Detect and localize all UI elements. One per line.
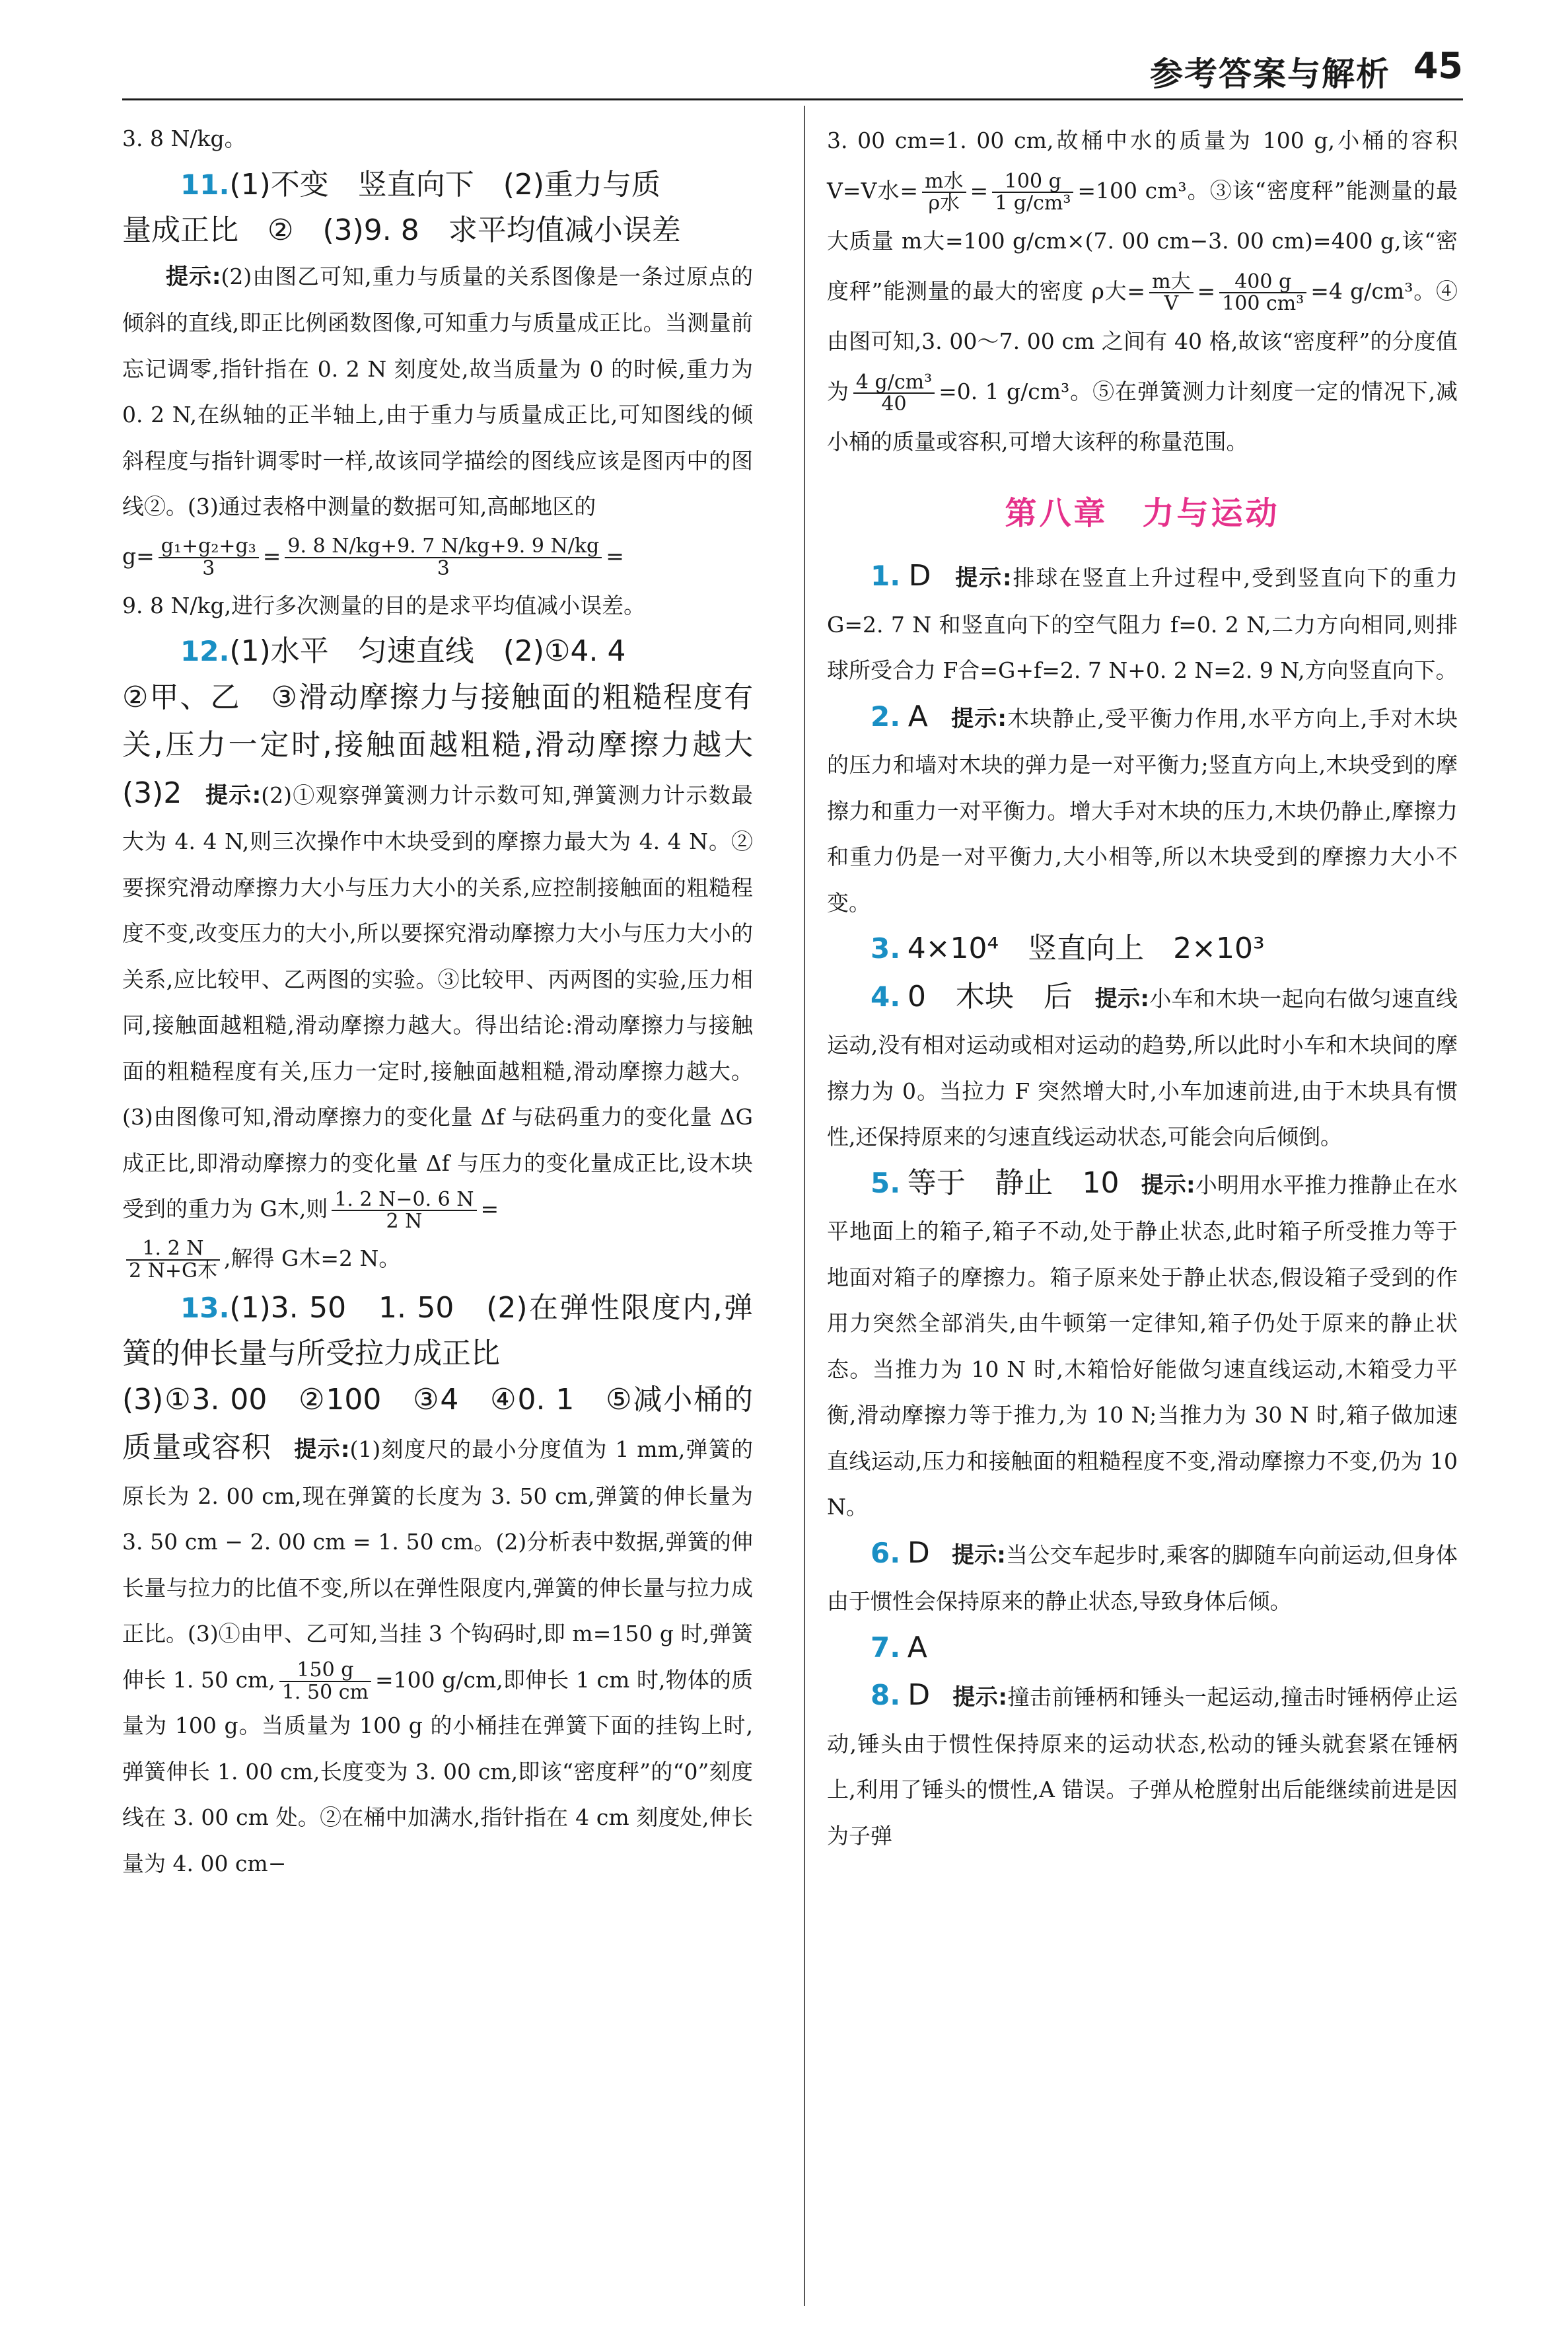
q1-hint: 排球在竖直上升过程中,受到竖直向下的重力 G=2. 7 N 和竖直向下的空气阻力 f=0. 2 N,二力方向相同,则排球所受合力 F合=G+f=2. 7 N+0. 2 N=2. 9 N,方向竖直向下。 [827, 565, 1458, 683]
question-3: 3. 4×10⁴ 竖直向上 2×10³ [871, 932, 1265, 965]
right-column [827, 116, 1458, 1859]
question-13 [122, 1285, 753, 1887]
fraction: m大 V [1149, 272, 1193, 314]
q6-answer: D [907, 1535, 930, 1570]
q12-equation: 1. 2 N 2 N+G木 ,解得 G木=2 N。 [122, 1232, 753, 1285]
q5-answer: 等于 静止 10 [907, 1165, 1120, 1200]
q12-answer-a: (1)水平 匀速直线 (2)①4. 4 [229, 634, 626, 668]
q11-answer-b: 量成正比 ② (3)9. 8 求平均值减小误差 [122, 213, 681, 247]
fraction: $\frac{100 g}{\text{1 g/cm³}}$ [992, 171, 1073, 214]
q5-hint: 小明用水平推力推静止在水平地面上的箱子,箱子不动,处于静止状态,此时箱子所受推力等于地面对箱子的摩擦力。箱子原来处于静止状态,假设箱子受到的作用力突然全部消失,由牛顿第一定律知,箱子仍处于原来的静止状态。当推力为 10 N 时,木箱恰好能做匀速直线运动,木箱受力平衡,滑动摩擦力等于推力,为 10 N;当推力为 30 N 时,箱子做加速直线运动,压力和接触面的粗糙程度不变,滑动摩擦力不变,仍为 10 N。 [827, 1171, 1458, 1520]
q6-hint: 当公交车起步时,乘客的脚随车向前运动,但身体由于惯性会保持原来的静止状态,导致身体后倾。 [827, 1541, 1458, 1614]
q12-number: 12. [180, 635, 230, 667]
q11-hint: (2)由图乙可知,重力与质量的关系图像是一条过原点的倾斜的直线,即正比例函数图像,可知重力与质量成正比。当测量前忘记调零,指针指在 0. 2 N 刻度处,故当质量为 0 的时候,重力为 0. 2 N,在纵轴的正半轴上,由于重力与质量成正比,可知图线的倾斜程度与指针调零时一样,故该同学描绘的图线应该是图丙中的图线②。(3)通过表格中测量的数据可知,高邮地区的 [122, 263, 753, 519]
fraction: m水 ρ水 [922, 171, 966, 214]
left-column [122, 116, 782, 1886]
q4-answer: 0 木块 后 [908, 979, 1073, 1014]
q2-hint: 木块静止,受平衡力作用,水平方向上,手对木块的压力和墙对木块的弹力是一对平衡力;竖直方向上,木块受到的摩擦力和重力一对平衡力。增大手对木块的压力,木块仍静止,摩擦力和重力仍是一对平衡力,大小相等,所以木块受到的摩擦力大小不变。 [827, 705, 1458, 916]
header-title: 参考答案与解析 [1150, 55, 1390, 93]
question-7: 7. A [871, 1630, 927, 1664]
question-2: 2. A 提示:木块静止,受平衡力作用,水平方向上,手对木块的压力和墙对木块的弹力是一对平衡力;竖直方向上,木块受到的摩擦力和重力一对平衡力。增大手对木块的压力,木块仍静止,摩擦力和重力仍是一对平衡力,大小相等,所以木块受到的摩擦力大小不变。 [827, 699, 1458, 916]
q8-hint: 撞击前锤柄和锤头一起运动,撞击时锤柄停止运动,锤头由于惯性保持原来的运动状态,松动的锤头就套紧在锤柄上,利用了锤头的惯性,A 错误。子弹从枪膛射出后能继续前进是因为子弹 [827, 1684, 1458, 1849]
page-number: 45 [1413, 45, 1463, 87]
fraction: $\frac{150 g}{1. 50 cm}$ [279, 1660, 371, 1703]
q13-number: 13. [180, 1291, 230, 1324]
header-rule [122, 98, 1463, 100]
q13-continuation: 3. 00 cm=1. 00 cm,故桶中水的质量为 100 g,小桶的容积 V=V水= m水 ρ水 = $\frac{100 g}{\text{1 g/cm³}}$ =100 cm³。③该“密度秤”能测量的最大质量 m大=100 g/cm×(7. 00 cm−3. 00 cm)=400 g,该“密度秤”能测量的最大的密度 ρ大= m大 V = $\frac{400 g}{\text{100 cm³}}$ =4 g/cm³。④由图可知,3. 00～7. 00 cm 之间有 40 格,故该“密度秤”的分度值为 $\frac{\text{4 g/cm³}}{40}$ =0. 1 g/cm³。⑤在弹簧测力计刻度一定的情况下,减小桶的质量或容积,可增大该秤的称量范围。 [827, 128, 1458, 455]
q13-hint-label: 提示: [294, 1436, 350, 1463]
q13-answer-a: (1)3. 50 1. 50 (2)在弹性限度内,弹簧的伸长量与所受拉力成正比 [122, 1290, 753, 1370]
question-8: 8. D 提示:撞击前锤柄和锤头一起运动,撞击时锤柄停止运动,锤头由于惯性保持原来的运动状态,松动的锤头就套紧在锤柄上,利用了锤头的惯性,A 错误。子弹从枪膛射出后能继续前进是因为子弹 [827, 1678, 1458, 1849]
q7-answer: A [907, 1630, 927, 1664]
fraction: $\frac{1. 2 N-0. 6 N}{2 N}$ [332, 1189, 476, 1232]
q11-tail: 9. 8 N/kg,进行多次测量的目的是求平均值减小误差。 [122, 592, 646, 618]
q12-answer-b: ②甲、乙 ③滑动摩擦力与接触面的粗糙程度有关,压力一定时,接触面越粗糙,滑动摩擦力越大 (3)2 [122, 680, 782, 810]
q11-number: 11. [180, 168, 230, 201]
question-6: 6. D 提示:当公交车起步时,乘客的脚随车向前运动,但身体由于惯性会保持原来的静止状态,导致身体后倾。 [827, 1535, 1458, 1614]
chapter-title: 第八章 力与运动 [1005, 495, 1280, 532]
question-1: 1. D 提示:排球在竖直上升过程中,受到竖直向下的重力 G=2. 7 N 和竖直向下的空气阻力 f=0. 2 N,二力方向相同,则排球所受合力 F合=G+f=2. 7 N+0. 2 N=2. 9 N,方向竖直向下。 [827, 559, 1458, 683]
question-5: 5. 等于 静止 10 提示:小明用水平推力推静止在水平地面上的箱子,箱子不动,处于静止状态,此时箱子所受推力等于地面对箱子的摩擦力。箱子原来处于静止状态,假设箱子受到的作用力突然全部消失,由牛顿第一定律知,箱子仍处于原来的静止状态。当推力为 10 N 时,木箱恰好能做匀速直线运动,木箱受力平衡,滑动摩擦力等于推力,为 10 N;当推力为 30 N 时,箱子做加速直线运动,压力和接触面的粗糙程度不变,滑动摩擦力不变,仍为 10 N。 [827, 1165, 1458, 1520]
carryover-line: 3. 8 N/kg。 [122, 126, 246, 151]
fraction: $\frac{\text{4 g/cm³}}{40}$ [853, 372, 935, 415]
q11-hint-label: 提示: [166, 263, 221, 290]
q11-equation: g= $\frac{\text{g₁+g₂+g₃}}{3}$ = $\frac{9. 8 N/kg+9. 7 N/kg+9. 9 N/kg}{3}$ = [122, 535, 624, 580]
q12-hint: (2)①观察弹簧测力计示数可知,弹簧测力计示数最大为 4. 4 N,则三次操作中木块受到的摩擦力最大为 4. 4 N。②要探究滑动摩擦力大小与压力大小的关系,应控制接触面的粗糙程度不变,改变压力的大小,所以要探究滑动摩擦力大小与压力大小的关系,应比较甲、乙两图的实验。③比较甲、丙两图的实验,压力相同,接触面越粗糙,滑动摩擦力越大。得出结论:滑动摩擦力与接触面的粗糙程度有关,压力一定时,接触面越粗糙,滑动摩擦力越大。(3)由图像可知,滑动摩擦力的变化量 Δf 与砝码重力的变化量 ΔG 成正比,即滑动摩擦力的变化量 Δf 与压力的变化量成正比,设木块受到的重力为 G木,则 [122, 782, 754, 1222]
q11-answer-a: (1)不变 竖直向下 (2)重力与质 [229, 167, 661, 202]
question-12: 12.(1)水平 匀速直线 (2)①4. 4 ②甲、乙 ③滑动摩擦力与接触面的粗糙程度有关,压力一定时,接触面越粗糙,滑动摩擦力越大 (3)2 提示:(2)①观察弹簧测力计示数可知,弹簧测力计示数最大为 4. 4 N,则三次操作中木块受到的摩擦力最大为 4. 4 N。②要探究滑动摩擦力大小与压力大小的关系,应控制接触面的粗糙程度不变,改变压力的大小,所以要探究滑动摩擦力大小与压力大小的关系,应比较甲、乙两图的实验。③比较甲、丙两图的实验,压力相同,接触面越粗糙,滑动摩擦力越大。得出结论:滑动摩擦力与接触面的粗糙程度有关,压力一定时,接触面越粗糙,滑动摩擦力越大。(3)由图像可知,滑动摩擦力的变化量 Δf 与砝码重力的变化量 ΔG 成正比,即滑动摩擦力的变化量 Δf 与压力的变化量成正比,设木块受到的重力为 G木,则 $\frac{1. 2 N-0. 6 N}{2 N}$ = 1. 2 N 2 N+G木 ,解得 G木=2 N。 [122, 628, 753, 1285]
fraction: $\frac{9. 8 N/kg+9. 7 N/kg+9. 9 N/kg}{3}$ [285, 536, 602, 579]
page-header [122, 40, 1463, 100]
q4-hint: 小车和木块一起向右做匀速直线运动,没有相对运动或相对运动的趋势,所以此时小车和木块间的摩擦力为 0。当拉力 F 突然增大时,小车加速前进,由于木块具有惯性,还保持原来的匀速直线运动状态,可能会向后倾倒。 [827, 985, 1458, 1150]
fraction: $\frac{\text{g₁+g₂+g₃}}{3}$ [159, 536, 259, 579]
q13-hint-a: (1)刻度尺的最小分度值为 1 mm,弹簧的原长为 2. 00 cm,现在弹簧的长度为 3. 50 cm,弹簧的伸长量为 3. 50 cm − 2. 00 cm = 1. 50 cm。(2)分析表中数据,弹簧的伸长量与拉力的比值不变,所以在弹性限度内,弹簧的伸长量与拉力成正比。(3)①由甲、乙可知,当挂 3 个钩码时,即 m=150 g 时,弹簧伸长 1. 50 cm, [122, 1436, 754, 1693]
question-4: 4. 0 木块 后 提示:小车和木块一起向右做匀速直线运动,没有相对运动或相对运动的趋势,所以此时小车和木块间的摩擦力为 0。当拉力 F 突然增大时,小车加速前进,由于木块具有惯性,还保持原来的匀速直线运动状态,可能会向后倾倒。 [827, 979, 1458, 1150]
q13-answer-b: (3)①3. 00 ②100 ③4 ④0. 1 ⑤减小桶的质量或容积 [122, 1382, 753, 1464]
q3-answer: 4×10⁴ 竖直向上 2×10³ [907, 932, 1265, 965]
q12-hint-label: 提示: [205, 782, 262, 809]
q1-answer: D [908, 559, 931, 593]
q13-hint-b: =100 g/cm,即伸长 1 cm 时,物体的质量为 100 g。当质量为 100 g 的小桶挂在弹簧下面的挂钩上时,弹簧伸长 1. 00 cm,长度变为 3. 00 cm,即该“密度秤”的“0”刻度线在 3. 00 cm 处。②在桶中加满水,指针指在 4 cm 刻度处,伸长量为 4. 00 cm− [122, 1666, 753, 1876]
column-divider [804, 106, 805, 2306]
fraction: $\frac{400 g}{\text{100 cm³}}$ [1219, 272, 1306, 314]
q2-answer: A [908, 699, 928, 733]
q8-answer: D [908, 1678, 931, 1712]
fraction: 1. 2 N 2 N+G木 [126, 1238, 220, 1281]
question-11 [122, 162, 753, 629]
